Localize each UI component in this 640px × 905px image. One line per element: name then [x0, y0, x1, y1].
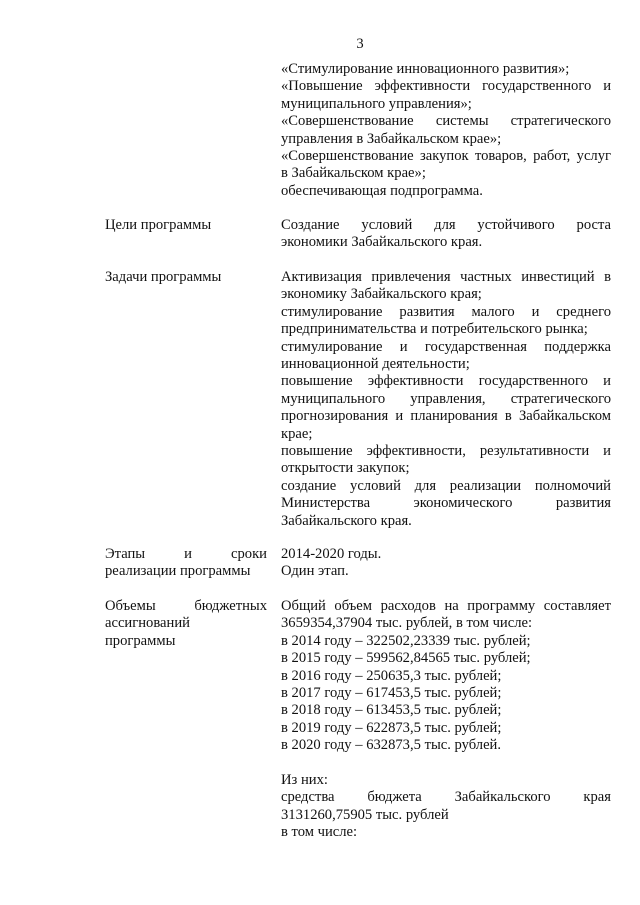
goals-text: [281, 217, 611, 252]
tasks-label-text: Задачи программы: [105, 269, 222, 285]
budget-line: в 2018 году – 613453,5 тыс. рублей;: [281, 702, 502, 719]
subprogram-line: «Совершенствование системы стратегического: [281, 113, 611, 130]
task-line: повышение эффективности государственного и: [281, 373, 611, 390]
budget-text: [281, 598, 611, 755]
task-line: стимулирование развития малого и среднего: [281, 303, 611, 320]
stages-line: 2014-2020 годы.: [281, 546, 382, 562]
goals-line: экономики Забайкальского края.: [281, 234, 483, 251]
budget-sources: [281, 772, 611, 842]
subprogram-line: в Забайкальском крае»;: [281, 165, 426, 182]
budget-source-line: Из них:: [281, 772, 328, 788]
budget-line: в 2016 году – 250635,3 тыс. рублей;: [281, 667, 502, 684]
task-line: экономику Забайкальского края;: [281, 286, 482, 303]
goals-line: Создание условий для устойчивого роста: [281, 217, 611, 233]
stages-text: [281, 546, 611, 581]
subprogram-line: «Совершенствование закупок товаров, работ, услуг: [281, 148, 611, 165]
stages-label: [105, 546, 267, 581]
subprogram-line: муниципального управления»;: [281, 95, 472, 112]
budget-source-line: средства бюджета Забайкальского края: [281, 789, 611, 806]
subprogram-line: «Повышение эффективности государственного и: [281, 78, 611, 95]
budget-line: в 2015 году – 599562,84565 тыс. рублей;: [281, 650, 531, 667]
budget-line: в 2020 году – 632873,5 тыс. рублей.: [281, 737, 502, 754]
goals-label: [105, 217, 267, 234]
task-line: прогнозирования и планирования в Забайкальском: [281, 408, 611, 425]
budget-label: [105, 598, 267, 650]
budget-label-line: Объемы бюджетных: [105, 598, 267, 614]
task-line: Активизация привлечения частных инвестиций в: [281, 269, 611, 285]
stages-label-line: реализации программы: [105, 563, 251, 580]
budget-label-line: ассигнований: [105, 615, 190, 632]
task-line: создание условий для реализации полномочий: [281, 477, 611, 494]
task-line: повышение эффективности, результативности и: [281, 443, 611, 460]
budget-label-line: программы: [105, 632, 176, 649]
task-line: крае;: [281, 425, 313, 442]
budget-line: в 2014 году – 322502,23339 тыс. рублей;: [281, 632, 531, 649]
budget-line: 3659354,37904 тыс. рублей, в том числе:: [281, 615, 533, 632]
task-line: Министерства экономического развития: [281, 495, 611, 512]
task-line: инновационной деятельности;: [281, 356, 470, 373]
subprogram-line: управления в Забайкальском крае»;: [281, 130, 502, 147]
budget-line: в 2019 году – 622873,5 тыс. рублей;: [281, 719, 502, 736]
task-line: стимулирование и государственная поддержка: [281, 338, 611, 355]
budget-source-line: 3131260,75905 тыс. рублей: [281, 806, 449, 823]
subprogram-line: обеспечивающая подпрограмма.: [281, 182, 483, 199]
subprogram-line: «Стимулирование инновационного развития»;: [281, 61, 570, 77]
task-line: открытости закупок;: [281, 460, 410, 477]
stages-line: Один этап.: [281, 563, 349, 580]
goals-label-text: Цели программы: [105, 217, 212, 233]
budget-source-line: в том числе:: [281, 824, 358, 841]
task-line: предпринимательства и потребительского рынка;: [281, 321, 588, 338]
subprograms-list: [281, 61, 611, 200]
tasks-label: [105, 269, 267, 286]
task-line: муниципального управления, стратегического: [281, 390, 611, 407]
task-line: Забайкальского края.: [281, 512, 412, 529]
budget-line: в 2017 году – 617453,5 тыс. рублей;: [281, 685, 502, 702]
budget-line: Общий объем расходов на программу составляет: [281, 598, 611, 614]
page-number: 3: [356, 36, 364, 52]
stages-label-line: Этапы и сроки: [105, 546, 267, 562]
tasks-text: [281, 269, 611, 530]
